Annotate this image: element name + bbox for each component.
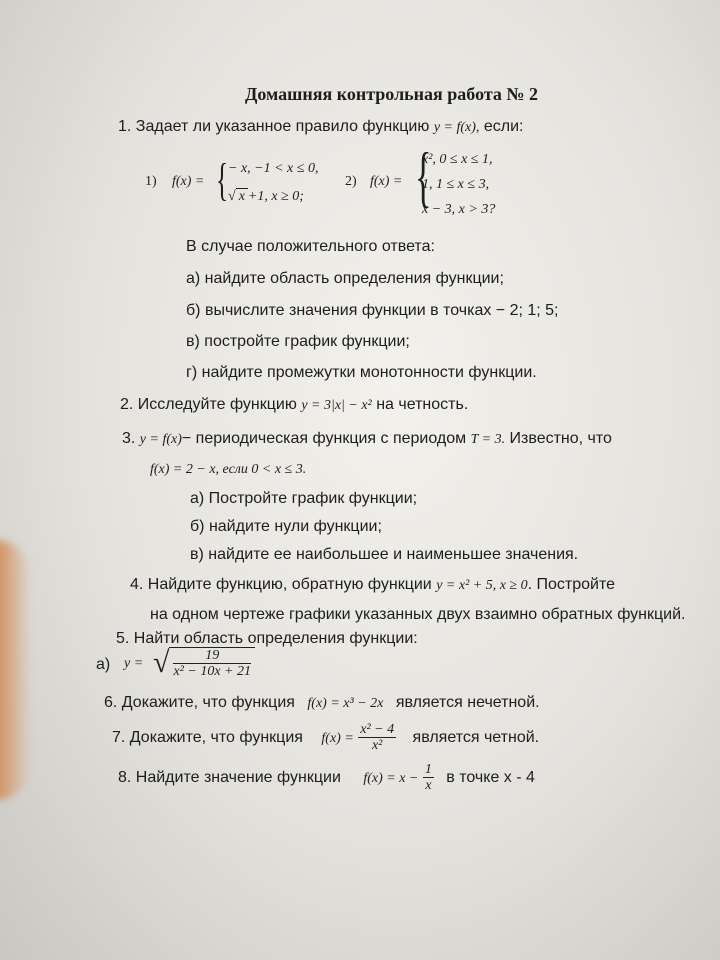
question-7-numerator: x² − 4 [360,722,395,737]
question-4-line2: на одном чертеже графики указанных двух взаимно обратных функций. [150,606,686,623]
q1-part1-row1: − x, −1 < x ≤ 0, [228,161,319,176]
q1-item-a: а) найдите область определения функции; [186,270,504,287]
question-2-suffix: на четность. [376,396,469,413]
question-6-text: 6. Докажите, что функция [104,694,295,711]
question-3-number: 3. [122,430,136,447]
question-8-f: f(x) = x − [363,771,419,787]
q1-item-d: г) найдите промежутки монотонности функции. [186,364,537,381]
question-1-number: 1. [118,118,132,135]
question-5-line: 5. Найти область определения функции: [116,630,418,647]
question-8-text: 8. Найдите значение функции [118,769,341,787]
q3-item-b: б) найдите нули функции; [190,518,382,535]
question-1-line [118,118,523,136]
question-7-fraction [358,722,396,754]
question-3-line [122,430,612,448]
q5-denominator: x² − 10x + 21 [173,664,251,679]
q1-part1-row2-tail: +1, x ≥ 0; [247,189,304,204]
q5-numerator: 19 [173,648,251,664]
question-6-suffix: является нечетной. [395,694,540,711]
q1-part1-f: f(x) = [172,174,205,189]
question-6-line [104,694,540,712]
question-3-text2: Известно, что [509,430,612,447]
question-7-denominator: x² [371,738,383,754]
question-7-text: 7. Докажите, что функция [112,729,303,747]
question-1-text: Задает ли указанное правило функцию [135,118,430,135]
question-3-formula: y = f(x) [139,432,182,447]
q1-part2-f: f(x) = [370,174,403,189]
q1-part2-row1: x², 0 ≤ x ≤ 1, [422,152,493,167]
question-8-numerator: 1 [424,762,432,777]
q3-item-a: а) Постройте график функции; [190,490,418,507]
page-title: Домашняя контрольная работа № 2 [245,84,538,104]
q1-part2-label: 2) [345,174,357,189]
q1-part2-row3: x − 3, x > 3? [422,202,496,217]
question-3-condition: f(x) = 2 − x, если 0 < x ≤ 3. [150,462,307,477]
question-4-line [130,576,615,594]
q5-sqrt: √ $\frac{19}{\text{x² − 10x + 21}}$ [153,646,255,680]
question-1-suffix: если: [483,118,524,135]
question-2-formula: y = 3|x| − x² [301,398,372,413]
question-8-suffix: в точке x - 4 [446,769,535,787]
question-7-line [112,722,539,754]
question-6-formula: f(x) = x³ − 2x [307,696,384,711]
question-4-text: Найдите функцию, обратную функции [147,576,432,593]
q1-part2-brace: { [415,138,432,214]
question-4-formula: y = x² + 5, x ≥ 0 [436,578,528,593]
q1-part1-sqrt-arg: x [236,188,248,205]
question-8-denominator: x [425,778,432,794]
q1-part2-row2: 1, 1 ≤ x ≤ 3, [422,177,490,192]
q1-item-b: б) вычислите значения функции в точках − 2; 1; 5; [186,302,559,319]
q1-intro: В случае положительного ответа: [186,238,435,255]
question-3-period: T = 3. [470,432,506,447]
question-7-suffix: является четной. [412,729,540,747]
question-4-number: 4. [130,576,144,593]
q1-part1-label: 1) [145,174,157,189]
q1-item-c: в) постройте график функции; [186,333,410,350]
question-2-text: Исследуйте функцию [137,396,297,413]
q1-part1-brace: { [215,154,229,205]
q5-label: а) [96,656,111,673]
question-7-f: f(x) = [321,731,354,747]
question-2-number: 2. [120,396,134,413]
question-3-text: − периодическая функция с периодом [181,430,467,447]
q5-y: y = [124,656,144,671]
question-1-formula: y = f(x), [433,120,480,135]
question-2-line [120,396,468,414]
q3-item-c: в) найдите ее наибольшее и наименьшее значения. [190,546,579,563]
question-8-fraction [423,762,434,794]
question-4-suffix: . Постройте [527,576,616,593]
question-8-line [118,762,535,794]
q1-part1-row2: √ x +1, x ≥ 0; [228,189,304,204]
